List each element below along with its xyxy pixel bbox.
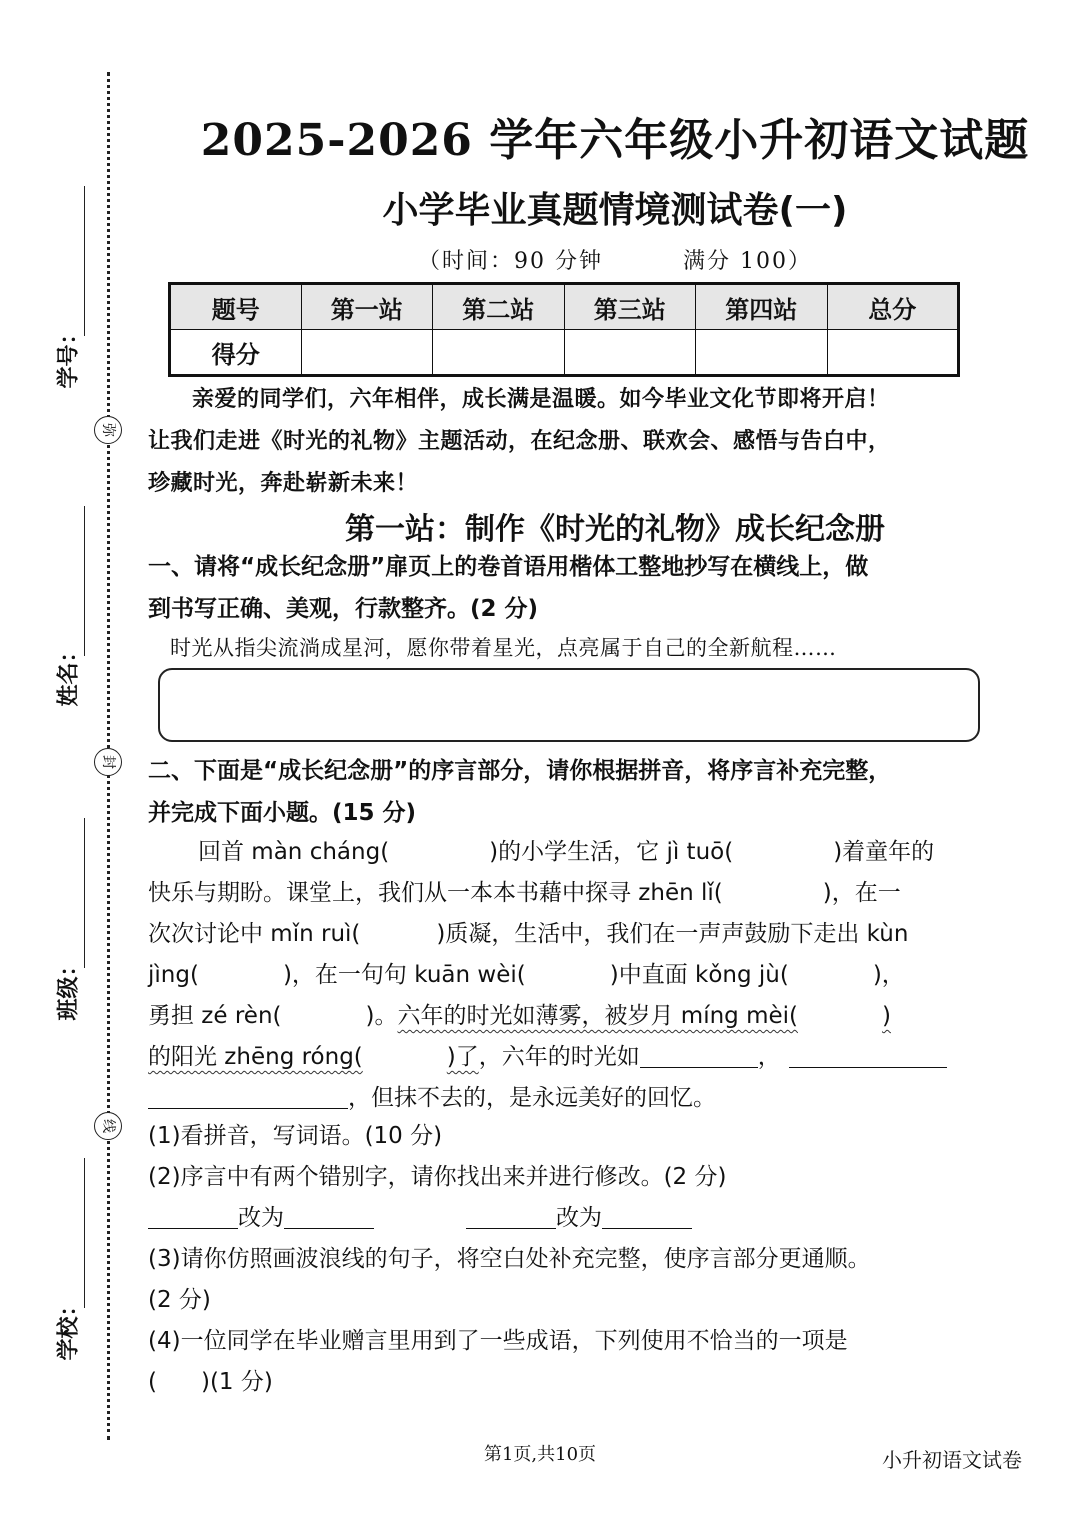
- passage-text: ，但抹不去的，是永远美好的回忆。: [348, 1085, 716, 1111]
- school-line[interactable]: [84, 1158, 85, 1308]
- fill-blank-line[interactable]: [148, 1085, 348, 1109]
- score-header-cell: 第二站: [433, 284, 565, 330]
- passage-text: 勇担 zé rèn(: [148, 1003, 282, 1029]
- passage-text: 次次讨论中 mǐn ruì(: [148, 921, 361, 947]
- sub-question-2: (2)序言中有两个错别字，请你找出来并进行修改。(2 分): [148, 1164, 727, 1190]
- seal-mi: 弥: [94, 416, 122, 444]
- correction-row: [148, 1198, 993, 1239]
- question-2: [148, 750, 998, 834]
- passage-text: 六年的时光如薄雾，被岁月 míng mèi(: [397, 1003, 798, 1029]
- passage-line: [148, 914, 993, 955]
- passage-line: [148, 832, 993, 873]
- answer-paren-open: (: [148, 1369, 157, 1395]
- intro-line: 珍藏时光，奔赴崭新未来！: [148, 470, 419, 496]
- score-header-cell: 第三站: [564, 284, 696, 330]
- passage-text: ，六年的时光如: [478, 1044, 640, 1070]
- passage-line: [148, 873, 993, 914]
- page-number: 第1页,共10页: [483, 1444, 597, 1465]
- score-cell[interactable]: [433, 330, 565, 376]
- intro-line: 亲爱的同学们，六年相伴，成长满是温暖。如今毕业文化节即将开启！: [192, 386, 890, 412]
- passage-text: 回首 màn cháng(: [198, 839, 390, 865]
- score-cell[interactable]: [827, 330, 959, 376]
- exam-duration: （时间：90 分钟: [418, 249, 603, 274]
- passage-text: )了: [446, 1044, 479, 1070]
- seal-feng: 封: [94, 748, 122, 776]
- class-label: 班级：: [55, 954, 82, 1021]
- preface-passage: [148, 832, 993, 1119]
- passage-text: )，在一: [822, 880, 901, 906]
- student-id-label: 学号：: [55, 322, 82, 389]
- student-id-line[interactable]: [84, 186, 85, 336]
- passage-line: [148, 1078, 993, 1119]
- sub-question-4: (4)一位同学在毕业赠言里用到了一些成语，下列使用不恰当的一项是: [148, 1328, 848, 1354]
- seal-xian: 线: [94, 1112, 122, 1140]
- passage-text: 快乐与期盼。课堂上，我们从一本本书藉中探寻 zhēn lǐ(: [148, 880, 723, 906]
- score-cell[interactable]: [564, 330, 696, 376]
- sub-question-3: (3)请你仿照画波浪线的句子，将空白处补充完整，使序言部分更通顺。: [148, 1246, 871, 1272]
- class-line[interactable]: [84, 818, 85, 968]
- score-table: [168, 282, 960, 377]
- sub-question-1: (1)看拼音，写词语。(10 分): [148, 1123, 443, 1149]
- passage-text: 的阳光 zhēng róng(: [148, 1044, 363, 1070]
- score-header-cell: 总分: [827, 284, 959, 330]
- passage-line: [148, 1037, 993, 1078]
- passage-text: )的小学生活，它 jì tuō(: [489, 839, 734, 865]
- passage-text: ): [882, 1003, 891, 1029]
- question-1-line: 一、请将“成长纪念册”扉页上的卷首语用楷体工整地抄写在横线上，做: [148, 554, 869, 580]
- question-2-line: 二、下面是“成长纪念册”的序言部分，请你根据拼音，将序言补充完整，: [148, 758, 892, 784]
- wrong-char-blank[interactable]: [148, 1205, 238, 1229]
- exam-subtitle: 小学毕业真题情境测试卷(一): [382, 190, 848, 231]
- exam-time-info: [300, 244, 930, 275]
- intro-paragraph: [148, 378, 993, 504]
- name-line[interactable]: [84, 506, 85, 656]
- passage-text: )，: [872, 962, 905, 988]
- name-label: 姓名：: [55, 640, 82, 707]
- exam-full-score: 满分 100）: [683, 249, 812, 274]
- fill-blank-line[interactable]: [789, 1044, 947, 1068]
- footer-label: 小升初语文试卷: [882, 1448, 1022, 1472]
- score-cell[interactable]: [696, 330, 828, 376]
- question-2-line: 并完成下面小题。(15 分): [148, 800, 417, 826]
- answer-paren-close: )(1 分): [200, 1369, 273, 1395]
- question-1-line: 到书写正确、美观，行款整齐。(2 分): [148, 596, 539, 622]
- exam-title: 2025-2026 学年六年级小升初语文试题: [200, 115, 1030, 166]
- epigraph-quote: 时光从指尖流淌成星河，愿你带着星光，点亮属于自己的全新航程……: [170, 636, 837, 660]
- passage-text: ，: [757, 1044, 781, 1070]
- passage-text: )质凝，生活中，我们在一声声鼓励下走出 kùn: [436, 921, 909, 947]
- wavy-underlined-sentence: [397, 1003, 891, 1029]
- passage-line: [148, 955, 993, 996]
- handwriting-box[interactable]: [158, 668, 980, 742]
- passage-text: jìng(: [148, 962, 199, 988]
- fill-blank-line[interactable]: [640, 1044, 758, 1068]
- passage-line: [148, 996, 993, 1037]
- wavy-underlined-sentence: [148, 1044, 479, 1070]
- sub-question-4-answer: [148, 1362, 993, 1403]
- correct-char-blank[interactable]: [602, 1205, 692, 1229]
- score-row-label: 得分: [170, 330, 302, 376]
- score-cell[interactable]: [301, 330, 433, 376]
- change-to-label: 改为: [556, 1205, 602, 1231]
- intro-line: 让我们走进《时光的礼物》主题活动，在纪念册、联欢会、感悟与告白中，: [148, 428, 891, 454]
- score-header-cell: 第一站: [301, 284, 433, 330]
- school-label: 学校：: [55, 1294, 82, 1361]
- passage-text: )，在一句句 kuān wèi(: [282, 962, 526, 988]
- correct-char-blank[interactable]: [284, 1205, 374, 1229]
- passage-text: )。: [365, 1003, 398, 1029]
- score-header-cell: 第四站: [696, 284, 828, 330]
- wrong-char-blank[interactable]: [466, 1205, 556, 1229]
- sub-questions: [148, 1116, 993, 1403]
- score-table-header-row: [170, 284, 959, 330]
- score-table-score-row: [170, 330, 959, 376]
- change-to-label: 改为: [238, 1205, 284, 1231]
- question-1: [148, 546, 998, 630]
- station-1-title: 第一站：制作《时光的礼物》成长纪念册: [345, 512, 885, 547]
- passage-text: )着童年的: [833, 839, 935, 865]
- passage-text: )中直面 kǒng jù(: [609, 962, 789, 988]
- sub-question-3-score: (2 分): [148, 1287, 211, 1313]
- score-header-cell: 题号: [170, 284, 302, 330]
